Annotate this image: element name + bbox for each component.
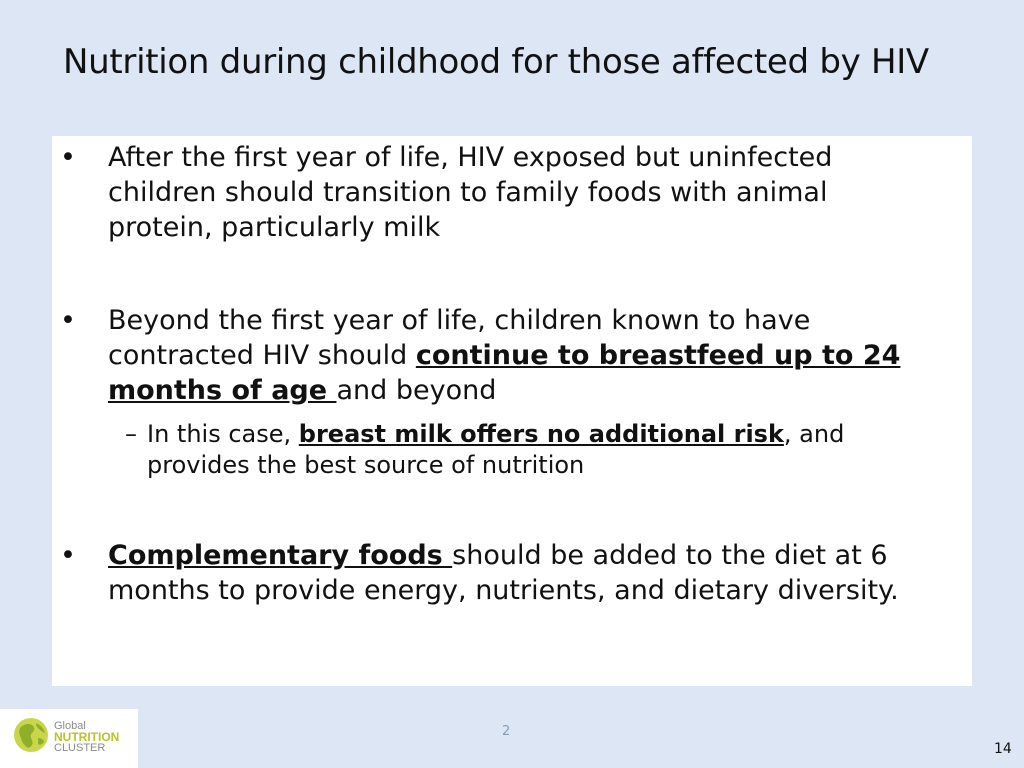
logo-line-cluster: CLUSTER bbox=[54, 742, 106, 754]
bullet-emphasis: continue to breastfeed up to 24 months of age bbox=[108, 340, 901, 406]
sub-bullet-text-post: , and provides the best source of nutrition bbox=[147, 420, 845, 479]
bullet-text bbox=[108, 538, 940, 608]
sub-bullet-text-pre: In this case, bbox=[147, 420, 299, 448]
logo-text bbox=[54, 721, 119, 754]
center-page-number: 2 bbox=[502, 724, 511, 739]
bullet-text-pre: Beyond the first year of life, children known to have contracted HIV should bbox=[108, 305, 811, 371]
bullet-item-1 bbox=[60, 140, 940, 245]
bullet-item-2 bbox=[60, 303, 940, 408]
slide-title: Nutrition during childhood for those affected by HIV bbox=[63, 42, 929, 82]
bullet-text bbox=[108, 303, 940, 408]
slide-number: 14 bbox=[994, 741, 1012, 757]
sub-bullet-marker: – bbox=[125, 420, 137, 448]
globe-icon bbox=[12, 716, 50, 758]
sub-bullet-item bbox=[125, 419, 905, 481]
bullet-text: After the first year of life, HIV exposed but uninfected children should transition to family foods with animal protein, particularly milk bbox=[108, 142, 833, 243]
logo-line-global: Global bbox=[54, 720, 86, 732]
sub-bullet-emphasis: breast milk offers no additional risk bbox=[298, 420, 784, 448]
bullet-marker: • bbox=[60, 142, 76, 173]
sub-bullet-text bbox=[147, 419, 905, 481]
bullet-marker: • bbox=[60, 305, 76, 336]
bullet-text-post: should be added to the diet at 6 months to provide energy, nutrients, and dietary diversity. bbox=[108, 540, 899, 606]
bullet-emphasis: Complementary foods bbox=[108, 540, 453, 571]
bullet-marker: • bbox=[60, 540, 76, 571]
logo-line-nutrition: NUTRITION bbox=[54, 730, 120, 744]
bullet-text-post: and beyond bbox=[336, 375, 497, 406]
bullet-item-3 bbox=[60, 538, 940, 608]
content-box bbox=[52, 136, 972, 686]
global-nutrition-cluster-logo bbox=[0, 709, 138, 768]
